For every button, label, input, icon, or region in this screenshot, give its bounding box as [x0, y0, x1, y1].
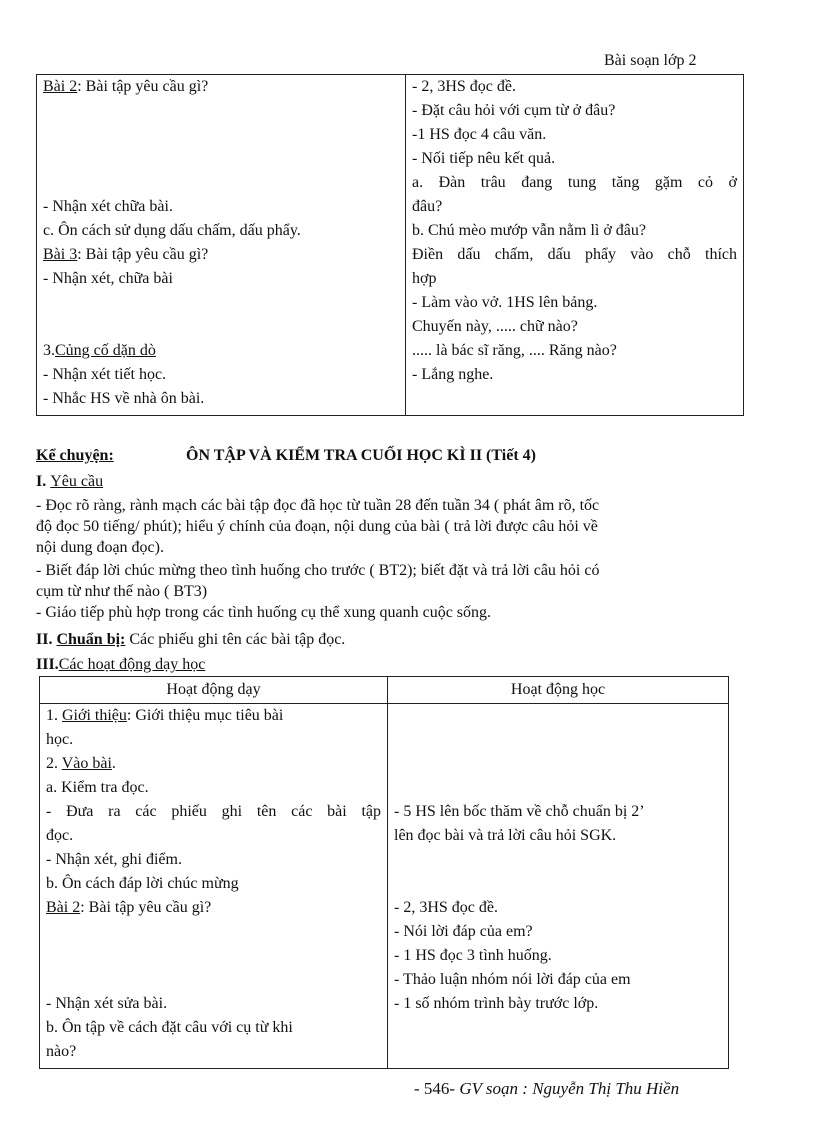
- text-line: - Làm vào vở. 1HS lên bảng.: [412, 294, 598, 311]
- requirements-number: I.: [36, 473, 51, 490]
- text-run: - Nhận xét sửa bài.: [46, 995, 168, 1012]
- requirement-line: độ đọc 50 tiếng/ phút); hiểu ý chính của đoạn, nội dung của bài ( trả lời được câu hỏi về: [36, 518, 598, 535]
- text-run: Bài 2: [46, 899, 81, 916]
- student-activities-cell: [388, 704, 729, 1069]
- table-row: [37, 75, 744, 416]
- text-run: Vào bài: [61, 755, 112, 772]
- text-line: [46, 824, 381, 848]
- text-line: a. Đàn trâu đang tung tăng gặm cỏ ở: [412, 174, 737, 191]
- text-line: [43, 219, 399, 243]
- text-line: [43, 147, 399, 171]
- text-line: [46, 800, 381, 824]
- text-line: hợp: [412, 270, 437, 287]
- requirements-label: Yêu cầu: [50, 473, 104, 490]
- text-line: [46, 992, 381, 1016]
- activities-label: Các hoạt động dạy học: [58, 656, 206, 673]
- text-run: - Nhận xét, chữa bài: [43, 270, 173, 287]
- text-run: Giới thiệu: [62, 707, 127, 724]
- text-run: c. Ôn cách sử dụng dấu chấm, dấu phẩy.: [43, 222, 301, 239]
- text-run: : Bài tập yêu cầu gì?: [80, 899, 212, 916]
- text-run: nào?: [46, 1043, 77, 1060]
- text-line: - Nói lời đáp của em?: [394, 923, 533, 940]
- page-footer: [414, 1079, 679, 1099]
- text-line: - 1 HS đọc 3 tình huống.: [394, 947, 552, 964]
- text-run: 3.: [43, 342, 55, 359]
- text-line: [394, 872, 722, 896]
- text-line: [46, 1040, 381, 1064]
- text-run: - Đưa ra các phiếu ghi tên các bài tập: [46, 803, 381, 820]
- table-header-row: [40, 677, 729, 704]
- text-run: - Nhận xét chữa bài.: [43, 198, 173, 215]
- text-run: b. Ôn tập về cách đặt câu với cụ từ khi: [46, 1019, 293, 1036]
- activities-number: III.: [36, 656, 59, 673]
- preparation-label: Chuẩn bị:: [56, 631, 126, 648]
- text-line: [46, 872, 381, 896]
- preparation-text: Các phiếu ghi tên các bài tập đọc.: [125, 631, 346, 648]
- requirement-line: nội dung đoạn đọc).: [36, 539, 164, 556]
- text-line: [394, 1040, 722, 1064]
- text-run: : Giới thiệu mục tiêu bài: [126, 707, 284, 724]
- text-line: [394, 1016, 722, 1040]
- requirement-line: - Đọc rõ ràng, rành mạch các bài tập đọc đã học từ tuần 28 đến tuần 34 ( phát âm rõ, tốc: [36, 497, 600, 514]
- text-line: [46, 776, 381, 800]
- text-line: [43, 291, 399, 315]
- text-line: -1 HS đọc 4 câu văn.: [412, 126, 547, 143]
- text-line: [46, 896, 381, 920]
- text-line: [394, 704, 722, 728]
- text-line: [43, 267, 399, 291]
- text-line: ..... là bác sĩ răng, .... Răng nào?: [412, 342, 617, 359]
- text-line: Chuyến này, ..... chữ nào?: [412, 318, 578, 335]
- table-row: [40, 704, 729, 1069]
- teacher-activities-cell: [37, 75, 406, 416]
- teacher-activities-cell: [40, 704, 388, 1069]
- text-run: : Bài tập yêu cầu gì?: [77, 78, 209, 95]
- text-line: Điền dấu chấm, dấu phẩy vào chỗ thích: [412, 246, 737, 263]
- text-line: [46, 1016, 381, 1040]
- text-line: [46, 704, 381, 728]
- text-line: - Lắng nghe.: [412, 366, 494, 383]
- lesson-table-1: [36, 74, 744, 416]
- text-line: - 5 HS lên bốc thăm về chỗ chuẩn bị 2’: [394, 803, 645, 820]
- text-line: [394, 752, 722, 776]
- text-line: [43, 171, 399, 195]
- requirements-text: [36, 495, 726, 623]
- footer-author: GV soạn : Nguyễn Thị Thu Hiền: [459, 1079, 680, 1098]
- activities-heading: [36, 654, 726, 676]
- text-run: : Bài tập yêu cầu gì?: [77, 246, 209, 263]
- text-run: đọc.: [46, 827, 74, 844]
- header-title: Bài soạn lớp 2: [604, 52, 697, 69]
- page-title: ÔN TẬP VÀ KIỂM TRA CUỐI HỌC KÌ II (Tiết 4): [186, 447, 536, 464]
- text-line: [412, 387, 737, 411]
- text-line: [46, 944, 381, 968]
- text-run: Bài 3: [43, 246, 78, 263]
- text-line: [43, 363, 399, 387]
- text-line: [46, 920, 381, 944]
- text-line: [46, 968, 381, 992]
- page-number: - 546-: [414, 1079, 460, 1098]
- text-line: - 1 số nhóm trình bày trước lớp.: [394, 995, 599, 1012]
- text-line: - 2, 3HS đọc đề.: [412, 78, 516, 95]
- text-run: - Nhận xét tiết học.: [43, 366, 167, 383]
- text-line: [43, 315, 399, 339]
- text-line: - 2, 3HS đọc đề.: [394, 899, 498, 916]
- text-line: lên đọc bài và trả lời câu hỏi SGK.: [394, 827, 617, 844]
- text-run: 2.: [46, 755, 62, 772]
- section-label: Kể chuyện:: [36, 447, 114, 464]
- text-run: b. Ôn cách đáp lời chúc mừng: [46, 875, 239, 892]
- text-run: học.: [46, 731, 74, 748]
- text-line: [43, 123, 399, 147]
- preparation-number: II.: [36, 631, 57, 648]
- text-run: 1.: [46, 707, 62, 724]
- text-line: - Nối tiếp nêu kết quả.: [412, 150, 556, 167]
- text-line: [46, 728, 381, 752]
- header-student: Hoạt động học: [388, 677, 729, 704]
- text-line: [43, 243, 399, 267]
- text-line: [394, 728, 722, 752]
- text-run: Củng cố dặn dò: [55, 342, 156, 359]
- requirements-heading: [36, 471, 726, 493]
- text-line: đâu?: [412, 198, 443, 215]
- text-run: Bài 2: [43, 78, 78, 95]
- text-run: a. Kiểm tra đọc.: [46, 779, 149, 796]
- text-line: [394, 848, 722, 872]
- text-run: .: [111, 755, 116, 772]
- text-line: [394, 776, 722, 800]
- requirement-line: - Giáo tiếp phù hợp trong các tình huống cụ thể xung quanh cuộc sống.: [36, 604, 492, 621]
- text-run: - Nhắc HS về nhà ôn bài.: [43, 390, 205, 407]
- requirement-line: cụm từ như thế nào ( BT3): [36, 583, 208, 600]
- text-line: [43, 99, 399, 123]
- header-teacher: Hoạt động dạy: [40, 677, 388, 704]
- lesson-table-2: [39, 676, 729, 1069]
- preparation-line: [36, 629, 726, 651]
- requirement-line: - Biết đáp lời chúc mừng theo tình huống cho trước ( BT2); biết đặt và trả lời câu hỏi có: [36, 562, 600, 579]
- text-line: [43, 195, 399, 219]
- text-line: b. Chú mèo mướp vẫn nằm lì ở đâu?: [412, 222, 646, 239]
- text-line: [46, 752, 381, 776]
- text-line: - Đặt câu hỏi với cụm từ ở đâu?: [412, 102, 616, 119]
- text-run: - Nhận xét, ghi điểm.: [46, 851, 182, 868]
- text-line: [43, 339, 399, 363]
- student-activities-cell: [406, 75, 744, 416]
- text-line: [43, 387, 399, 411]
- text-line: - Thảo luận nhóm nói lời đáp của em: [394, 971, 631, 988]
- text-line: [46, 848, 381, 872]
- text-line: [43, 75, 399, 99]
- story-title-line: [36, 443, 736, 469]
